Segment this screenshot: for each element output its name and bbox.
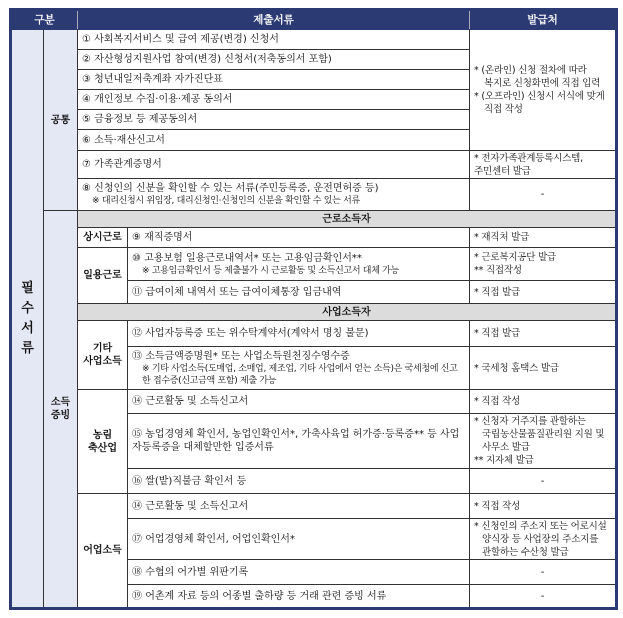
doc-4: ④ 개인정보 수집·이용·제공 동의서 bbox=[78, 90, 470, 110]
daily-work-label: 일용근로 bbox=[78, 248, 128, 304]
section-row bbox=[11, 304, 617, 321]
issuer-line: 주민센터 발급 bbox=[474, 165, 531, 177]
doc-10-note: ※ 고용임금확인서 등 제출불가 시 근로활동 및 소득신고서 대체 가능 bbox=[142, 265, 399, 276]
issuer-9: * 재직처 발급 bbox=[470, 228, 617, 248]
table-row bbox=[11, 30, 617, 50]
issuer-line: 직접 작성 bbox=[484, 104, 523, 115]
section-row bbox=[11, 211, 617, 228]
regular-work-label: 상시근로 bbox=[78, 228, 128, 248]
doc-1: ① 사회복지서비스 및 급여 제공(변경) 신청서 bbox=[78, 30, 470, 50]
fishery-label: 어업소득 bbox=[78, 494, 128, 609]
issuer-12: * 직접 발급 bbox=[470, 321, 617, 347]
issuer-14-farm: * 직접 작성 bbox=[470, 390, 617, 414]
issuer-line: * 전자가족관계등록시스템, bbox=[474, 152, 583, 164]
table-row bbox=[11, 321, 617, 347]
table-row bbox=[11, 248, 617, 281]
doc-15: ⑮ 농업경영체 확인서, 농업인확인서*, 가축사육업 허가증·등록증** 등 사업자등록증을 대체할만한 입증서류 bbox=[128, 414, 470, 469]
issuer-16: - bbox=[470, 469, 617, 494]
doc-10 bbox=[128, 248, 470, 281]
issuer-18: - bbox=[470, 560, 617, 585]
header-issuer: 발급처 bbox=[470, 10, 617, 30]
doc-19: ⑲ 어촌계 자료 등의 어종별 출하량 등 거래 관련 증빙 서류 bbox=[128, 585, 470, 609]
doc-17: ⑰ 어업경영체 확인서, 어업인확인서* bbox=[128, 519, 470, 560]
doc-14-farm: ⑭ 근로활동 및 소득신고서 bbox=[128, 390, 470, 414]
label-line: 축산업 bbox=[88, 442, 117, 454]
other-business-label bbox=[78, 321, 128, 390]
wage-section-title: 근로소득자 bbox=[78, 211, 617, 228]
doc-7: ⑦ 가족관계증명서 bbox=[78, 151, 470, 179]
issuer-10 bbox=[470, 248, 617, 281]
issuer-line: * (오프라인) 신청시 서식에 맞게 bbox=[474, 91, 605, 102]
issuer-19: - bbox=[470, 585, 617, 609]
business-section-title: 사업소득자 bbox=[78, 304, 617, 321]
doc-6: ⑥ 소득·재산신고서 bbox=[78, 130, 470, 151]
label-line: 사업소득 bbox=[83, 356, 122, 367]
issuer-15 bbox=[470, 414, 617, 469]
issuer-17 bbox=[470, 519, 617, 560]
doc-18: ⑱ 수협의 어가별 위판기록 bbox=[128, 560, 470, 585]
doc-8-text: ⑧ 신청인의 신분을 확인할 수 있는 서류(주민등록증, 운전면허증 등) bbox=[82, 183, 379, 194]
doc-12: ⑫ 사업자등록증 또는 위수탁계약서(계약서 명칭 불문) bbox=[128, 321, 470, 347]
issuer-8: - bbox=[470, 179, 617, 211]
doc-16: ⑯ 쌀(밭)직불금 확인서 등 bbox=[128, 469, 470, 494]
doc-13-note: ※ 기타 사업소득(도매업, 소매업, 제조업, 기타 사업에서 얻는 소득)은 국세청에 신고한 접수증(신고금액 포함) 제출 가능 bbox=[142, 363, 458, 386]
table-row bbox=[11, 179, 617, 211]
issuer-line: ** 지자체 발급 bbox=[474, 455, 534, 466]
required-documents-table bbox=[9, 8, 618, 610]
issuer-line: 복지로 신청화면에 직접 입력 bbox=[484, 78, 601, 89]
farm-label bbox=[78, 390, 128, 494]
income-category: 소득증빙 bbox=[44, 211, 78, 609]
issuer-line: 양식장 등 사업장의 주소지를 bbox=[482, 533, 599, 545]
issuer-14-fishery: * 직접 작성 bbox=[470, 494, 617, 519]
issuer-7 bbox=[470, 151, 617, 179]
label-line: 기타 bbox=[92, 343, 113, 354]
doc-8-note: ※ 대리신청시 위임장, 대리신청인·신청인의 신분을 확인할 수 있는 서류 bbox=[92, 196, 360, 206]
issuer-line: ** 직접작성 bbox=[474, 265, 522, 276]
header-documents: 제출서류 bbox=[78, 10, 470, 30]
doc-3: ③ 청년내일저축계좌 자가진단표 bbox=[78, 70, 470, 90]
main-category-cell bbox=[11, 30, 44, 609]
issuer-line: * 근로복지공단 발급 bbox=[474, 252, 557, 263]
doc-2: ② 자산형성지원사업 참여(변경) 신청서(저축동의서 포함) bbox=[78, 50, 470, 70]
issuer-13: * 국세청 홈택스 발급 bbox=[470, 347, 617, 390]
header-row bbox=[11, 10, 617, 30]
label-line: 농림 bbox=[92, 429, 113, 441]
doc-11: ⑪ 급여이체 내역서 또는 급여이체통장 입금내역 bbox=[128, 281, 470, 304]
doc-10-text: ⑩ 고용보험 일용근로내역서* 또는 고용임금확인서** bbox=[132, 252, 362, 264]
table-row bbox=[11, 228, 617, 248]
doc-14-fishery: ⑭ 근로활동 및 소득신고서 bbox=[128, 494, 470, 519]
doc-5: ⑤ 금융정보 등 제공동의서 bbox=[78, 110, 470, 130]
issuer-line: * 신청인의 주소지 또는 어로시설 bbox=[474, 520, 607, 532]
common-category: 공통 bbox=[44, 30, 78, 211]
issuer-line: * 신청자 거주지를 관할하는 bbox=[474, 416, 586, 427]
issuer-line: * (온라인) 신청 절차에 따라 bbox=[474, 65, 587, 76]
main-category-label: 필수서류 bbox=[21, 280, 34, 356]
doc-13-text: ⑬ 소득금액증명원* 또는 사업소득원천징수영수증 bbox=[132, 350, 350, 362]
doc-8 bbox=[78, 179, 470, 211]
table-row bbox=[11, 390, 617, 414]
issuer-online-offline bbox=[470, 30, 617, 151]
issuer-line: 관할하는 수산청 발급 bbox=[482, 546, 569, 558]
doc-9: ⑨ 재직증명서 bbox=[128, 228, 470, 248]
header-category: 구분 bbox=[11, 10, 78, 30]
issuer-line: 국립농산물품질관리원 지원 및 사무소 발급 bbox=[482, 429, 605, 453]
table-row bbox=[11, 494, 617, 519]
issuer-11: * 직접 발급 bbox=[470, 281, 617, 304]
table-row bbox=[11, 151, 617, 179]
doc-13 bbox=[128, 347, 470, 390]
